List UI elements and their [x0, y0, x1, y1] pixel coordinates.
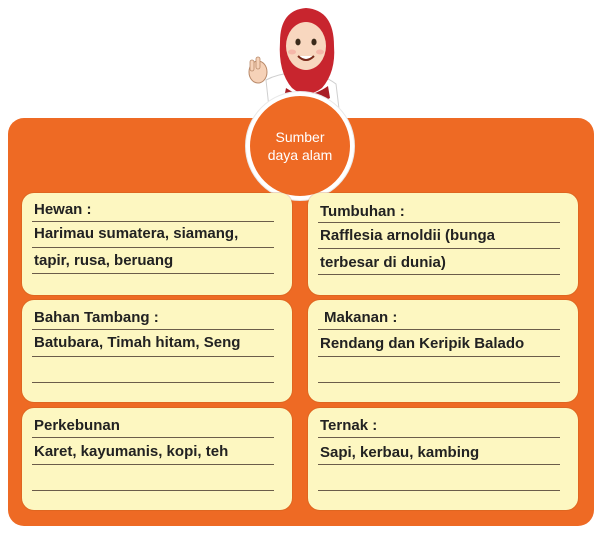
card-title: Ternak : [320, 417, 378, 434]
badge-label: Sumber daya alam [267, 129, 333, 163]
card-title: Makanan : [324, 309, 398, 326]
card-bahan-tambang [22, 300, 292, 402]
card-text: tapir, rusa, beruang [34, 252, 174, 269]
card-text: Rafflesia arnoldii (bunga [320, 227, 496, 244]
topic-badge [246, 92, 354, 200]
card-ternak [308, 408, 578, 510]
card-title: Perkebunan [34, 417, 120, 434]
card-title: Bahan Tambang : [34, 309, 159, 326]
card-text: Harimau sumatera, siamang, [34, 225, 239, 242]
card-text: Sapi, kerbau, kambing [320, 444, 480, 461]
card-perkebunan [22, 408, 292, 510]
card-text: Batubara, Timah hitam, Seng [34, 334, 241, 351]
card-text: Rendang dan Keripik Balado [320, 335, 525, 352]
card-title: Tumbuhan : [320, 203, 405, 220]
card-text: terbesar di dunia) [320, 254, 446, 271]
card-text: Karet, kayumanis, kopi, teh [34, 443, 229, 460]
card-tumbuhan [308, 193, 578, 295]
card-hewan [22, 193, 292, 295]
card-title: Hewan : [34, 201, 92, 218]
card-makanan [308, 300, 578, 402]
